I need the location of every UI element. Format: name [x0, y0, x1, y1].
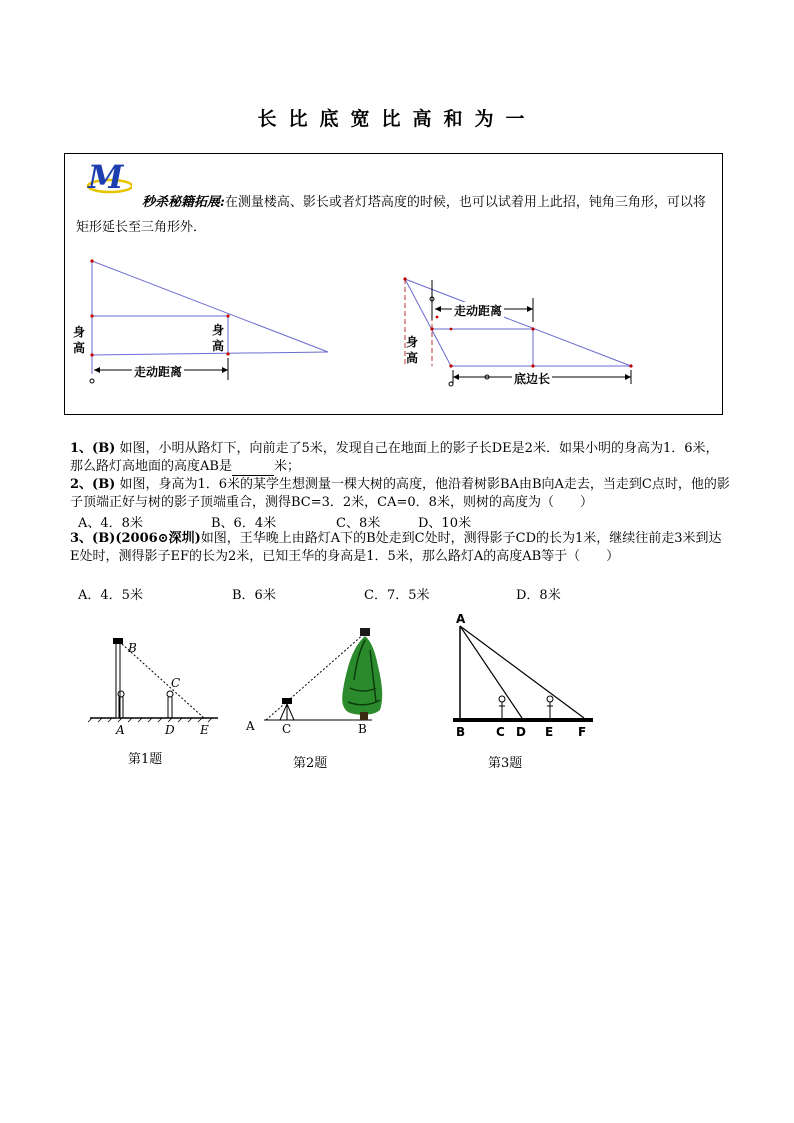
- option-a[interactable]: A、4．8米: [78, 516, 143, 531]
- label-f: F: [578, 725, 587, 739]
- page-title: 长比底宽比高和为一: [257, 108, 537, 130]
- label-a: A: [456, 612, 466, 626]
- label-e: E: [200, 723, 209, 737]
- option-a[interactable]: A．4．5米: [78, 588, 143, 603]
- question-number: 2、: [70, 477, 93, 492]
- figure-3-caption: 第3题: [488, 756, 523, 771]
- question-number: 3、: [70, 531, 93, 546]
- tip-body: 在测量楼高、影长或者灯塔高度的时候，也可以试着用上此招，钝角三角形，可以将矩形延长至三角形外．: [76, 195, 706, 235]
- option-d[interactable]: D、10米: [418, 516, 471, 531]
- tip-left-height-label-2: 身高: [212, 323, 225, 353]
- label-b: B: [456, 725, 466, 739]
- tip-left-walk-label: 走动距离: [134, 365, 183, 379]
- question-source: (2006⊙深圳): [115, 531, 201, 546]
- question-2: [70, 476, 730, 512]
- label-d: D: [165, 723, 175, 737]
- label-a: A: [246, 719, 255, 733]
- figure-1: [86, 632, 226, 742]
- label-a: A: [116, 723, 125, 737]
- question-level: (B): [92, 441, 116, 456]
- label-b: B: [358, 722, 367, 736]
- option-c[interactable]: C．7．5米: [364, 588, 430, 603]
- tip-right-base-label: 底边长: [514, 372, 551, 386]
- label-e: E: [545, 725, 554, 739]
- figure-1-caption: 第1题: [128, 752, 163, 767]
- question-3-options: [78, 584, 718, 602]
- tip-right-height-label: 身高: [406, 335, 419, 365]
- answer-blank[interactable]: [232, 463, 274, 476]
- question-level: (B): [92, 477, 116, 492]
- figure-2-caption: 第2题: [293, 756, 328, 771]
- question-number: 1、: [70, 441, 93, 456]
- label-c: C: [282, 722, 292, 736]
- option-c[interactable]: C、8米: [336, 516, 381, 531]
- tip-figure-left: [70, 250, 340, 390]
- label-d: D: [516, 725, 526, 739]
- tip-left-height-label: 身高: [73, 325, 86, 355]
- question-1: [70, 440, 730, 476]
- option-b[interactable]: B、6．4米: [211, 516, 277, 531]
- option-b[interactable]: B．6米: [232, 588, 276, 603]
- question-3: [70, 530, 730, 566]
- question-text: 如图，身高为1．6米的某学生想测量一棵大树的高度，他沿着树影BA由B向A走去，当走到C点时，他的影子顶端正好与树的影子顶端重合，测得BC=3．2米，CA=0．8米，则树的高度为（ ）: [70, 477, 730, 510]
- tip-right-walk-label: 走动距离: [454, 304, 503, 318]
- figure-2: [244, 626, 390, 738]
- logo-letter: M: [88, 160, 124, 196]
- figure-3: [450, 606, 596, 740]
- option-d[interactable]: D．8米: [516, 588, 561, 603]
- question-tail: 米；: [273, 459, 300, 474]
- tip-heading: 秒杀秘籍拓展:: [142, 195, 225, 210]
- label-b: B: [128, 641, 137, 655]
- question-text: 如图，王华晚上由路灯A下的B处走到C处时，测得影子CD的长为1米，继续往前走3米到达E处时，测得影子EF的长为2米，已知王华的身高是1．5米，那么路灯A的高度AB等于（ ）: [70, 531, 722, 564]
- question-text: 如图，小明从路灯下，向前走了5米，发现自己在地面上的影子长DE是2米．如果小明的身高为1．6米，那么路灯高地面的高度AB是: [70, 441, 719, 474]
- question-level: (B): [92, 531, 116, 546]
- tip-text: [76, 190, 716, 240]
- label-c: C: [496, 725, 505, 739]
- label-c: C: [171, 676, 181, 690]
- question-2-options: [78, 512, 718, 530]
